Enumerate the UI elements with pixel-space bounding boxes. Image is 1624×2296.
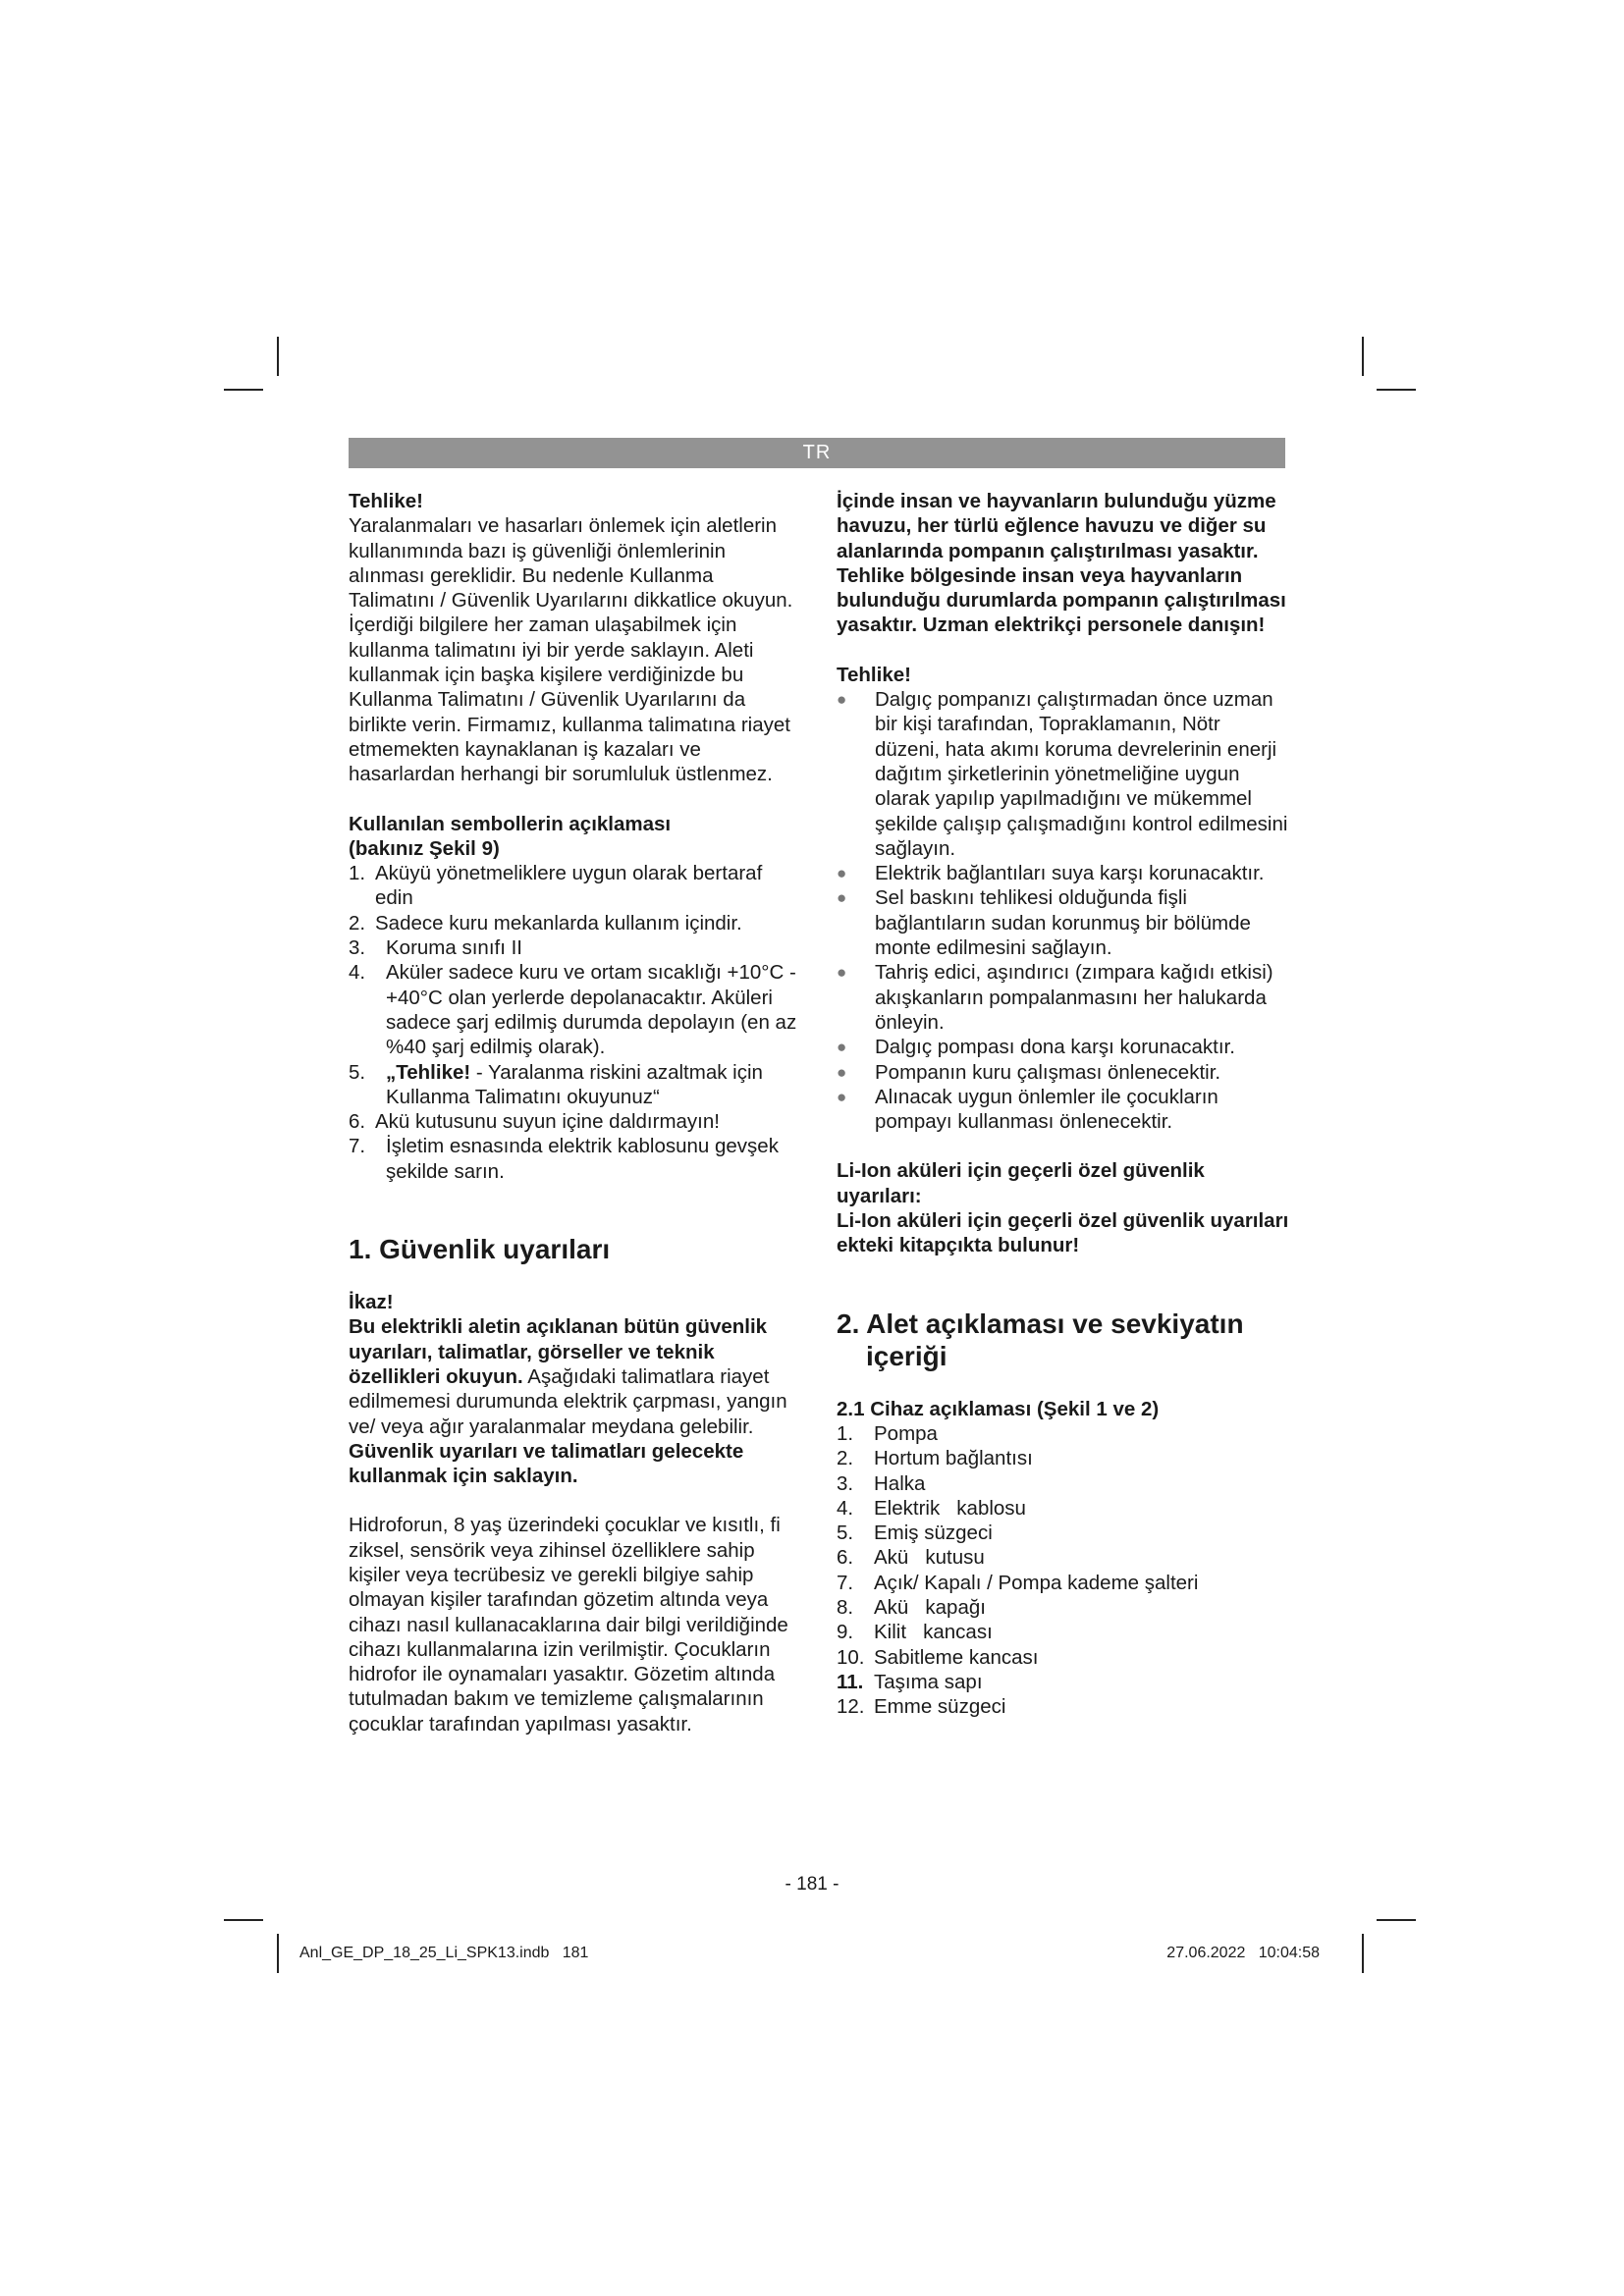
list-item: 2. Sadece kuru mekanlarda kullanım içindir. — [349, 911, 742, 934]
crop-mark-top-right-h — [1377, 389, 1416, 391]
symbols-list — [349, 861, 798, 1184]
footer-datetime: 27.06.2022 10:04:58 — [1166, 1945, 1320, 1961]
list-item: ● Dalgıç pompanızı çalıştırmadan önce uzman bir kişi tarafından, Topraklamanın, Nötr düzeni, hata akımı koruma devrelerinin enerji dağıtım şirketlerinin yönetmeliğine uygun olarak yapılıp yapılmadığını ve mükemmel şekilde çalışıp çalışmadığını kontrol edilmesini sağlayın. — [837, 688, 1288, 860]
left-column — [349, 489, 798, 1736]
crop-mark-top-left-v — [277, 337, 279, 376]
section-2-title: 2. Alet açıklaması ve sevkiyatın içeriği — [837, 1308, 1244, 1371]
list-item: 12. Emme süzgeci — [837, 1695, 1006, 1719]
children-paragraph: Hidroforun, 8 yaş üzerindeki çocuklar ve kısıtlı, fi ziksel, sensörik veya zihinsel özelliklere sahip kişiler veya tecrübesiz ve gerekli bilgiye sahip olmayan kişiler tarafından gözetim altında veya cihazı nasıl kullanacaklarına dair bilgi verildiğinde cihazı kullanmalarına izin verilmiştir. Çocukların hidrofor ile oynamaları yasaktır. Gözetim altında tutulmadan bakım ve temizleme çalışmalarının çocuklar tarafından yapılması yasaktır. — [349, 1514, 788, 1735]
list-item: ● Tahriş edici, aşındırıcı (zımpara kağıdı etkisi) akışkanların pompalanmasını her halukarda önleyin. — [837, 961, 1273, 1034]
page-number: - 181 - — [785, 1874, 839, 1895]
danger-heading-right: Tehlike! — [837, 663, 911, 686]
list-item: 3. Halka — [837, 1471, 926, 1495]
list-item: 6. Akü kutusu — [837, 1546, 985, 1570]
list-item: ● Sel baskını tehlikesi olduğunda fişli bağlantıların sudan korunmuş bir bölümde monte edilmesini sağlayın. — [837, 886, 1251, 960]
language-code: TR — [802, 442, 832, 463]
list-item: 4. Elektrik kablosu — [837, 1496, 1026, 1520]
list-item: ● Dalgıç pompası dona karşı korunacaktır. — [837, 1036, 1235, 1059]
crop-mark-bottom-left-h — [224, 1919, 263, 1921]
list-item: 1. Pompa — [837, 1421, 938, 1445]
list-item: 10. Sabitleme kancası — [837, 1645, 1039, 1669]
list-item: 7. Açık/ Kapalı / Pompa kademe şalteri — [837, 1571, 1199, 1594]
list-item: 4. Aküler sadece kuru ve ortam sıcaklığı +10°C - +40°C olan yerlerde depolanacaktır. Aküleri sadece şarj edilmiş durumda depolayın (en az %40 şarj edilmiş olarak). — [349, 961, 797, 1059]
list-item: 7. İşletim esnasında elektrik kablosunu gevşek şekilde sarın. — [349, 1135, 779, 1183]
list-item: 8. Akü kapağı — [837, 1595, 986, 1619]
list-item: 2. Hortum bağlantısı — [837, 1447, 1033, 1470]
crop-mark-bottom-left-v — [277, 1934, 279, 1973]
symbols-heading-ref: (bakınız Şekil 9) — [349, 836, 500, 860]
section-1-title: 1. Güvenlik uyarıları — [349, 1234, 611, 1265]
list-item: 9. Kilit kancası — [837, 1621, 993, 1644]
crop-mark-bottom-right-v — [1362, 1934, 1364, 1973]
list-item: 1. Aküyü yönetmeliklere uygun olarak bertaraf edin — [349, 862, 763, 910]
list-item: 6. Akü kutusunu suyun içine daldırmayın! — [349, 1110, 720, 1134]
list-item: 5. „Tehlike! - Yaralanma riskini azaltmak için Kullanma Talimatını okuyunuz“ — [349, 1060, 763, 1108]
list-item: 3. Koruma sınıfı II — [349, 936, 522, 960]
language-header-bar — [349, 438, 1285, 468]
symbols-heading: Kullanılan sembollerin açıklaması — [349, 812, 672, 835]
list-item: 5. Emiş süzgeci — [837, 1522, 993, 1545]
liion-heading: Li-Ion aküleri için geçerli özel güvenlik uyarıları: — [837, 1159, 1205, 1207]
subsection-2-1-title: 2.1 Cihaz açıklaması (Şekil 1 ve 2) — [837, 1397, 1160, 1420]
warning-paragraph: Bu elektrikli aletin açıklanan bütün güvenlik uyarıları, talimatlar, görseller ve teknik özellikleri okuyun. Aşağıdaki talimatlara riayet edilmemesi durumunda elektrik çarpması, yangın ve/ veya ağır yaralanmalar meydana gelebilir. Güvenlik uyarıları ve talimatları gelecekte kullanmak için saklayın. — [349, 1315, 787, 1488]
crop-mark-bottom-right-h — [1377, 1919, 1416, 1921]
crop-mark-top-left-h — [224, 389, 263, 391]
parts-list — [837, 1421, 1290, 1720]
crop-mark-top-right-v — [1362, 337, 1364, 376]
danger-heading: Tehlike! — [349, 490, 423, 512]
danger-paragraph: Yaralanmaları ve hasarları önlemek için aletlerin kullanımında bazı iş güvenliği önlemlerinin alınması gereklidir. Bu nedenle Kullanma Talimatını / Güvenlik Uyarılarını dikkatlice okuyun. İçerdiği bilgilere her zaman ulaşabilmek için kullanma talimatını iyi bir yerde saklayın. Aleti kullanmak için başka kişilere verdiğinizde bu Kullanma Talimatını / Güvenlik Uyarılarını da birlikte verin. Firmamız, kullanma talimatına riayet etmemekten kaynaklanan iş kazaları ve hasarlardan herhangi bir sorumluluk üstlenmez. — [349, 514, 793, 786]
liion-text: Li-Ion aküleri için geçerli özel güvenlik uyarıları ekteki kitapçıkta bulunur! — [837, 1209, 1289, 1257]
footer-filename: Anl_GE_DP_18_25_Li_SPK13.indb 181 — [299, 1945, 589, 1961]
danger-bullet-list — [837, 687, 1290, 1134]
list-item: ● Pompanın kuru çalışması önlenecektir. — [837, 1060, 1221, 1084]
list-item: 11. Taşıma sapı — [837, 1670, 983, 1693]
list-item: ● Alınacak uygun önlemler ile çocukların pompayı kullanması önlenecektir. — [837, 1085, 1218, 1134]
right-column — [837, 489, 1290, 1719]
warning-heading: İkaz! — [349, 1291, 394, 1314]
list-item: ● Elektrik bağlantıları suya karşı korunacaktır. — [837, 862, 1265, 885]
pool-warning: İçinde insan ve hayvanların bulunduğu yüzme havuzu, her türlü eğlence havuzu ve diğer su alanlarında pompanın çalıştırılması yasaktır. Tehlike bölgesinde insan veya hayvanların bulunduğu durumlarda pompanın çalıştırılması yasaktır. Uzman elektrikçi personele danışın! — [837, 490, 1286, 637]
